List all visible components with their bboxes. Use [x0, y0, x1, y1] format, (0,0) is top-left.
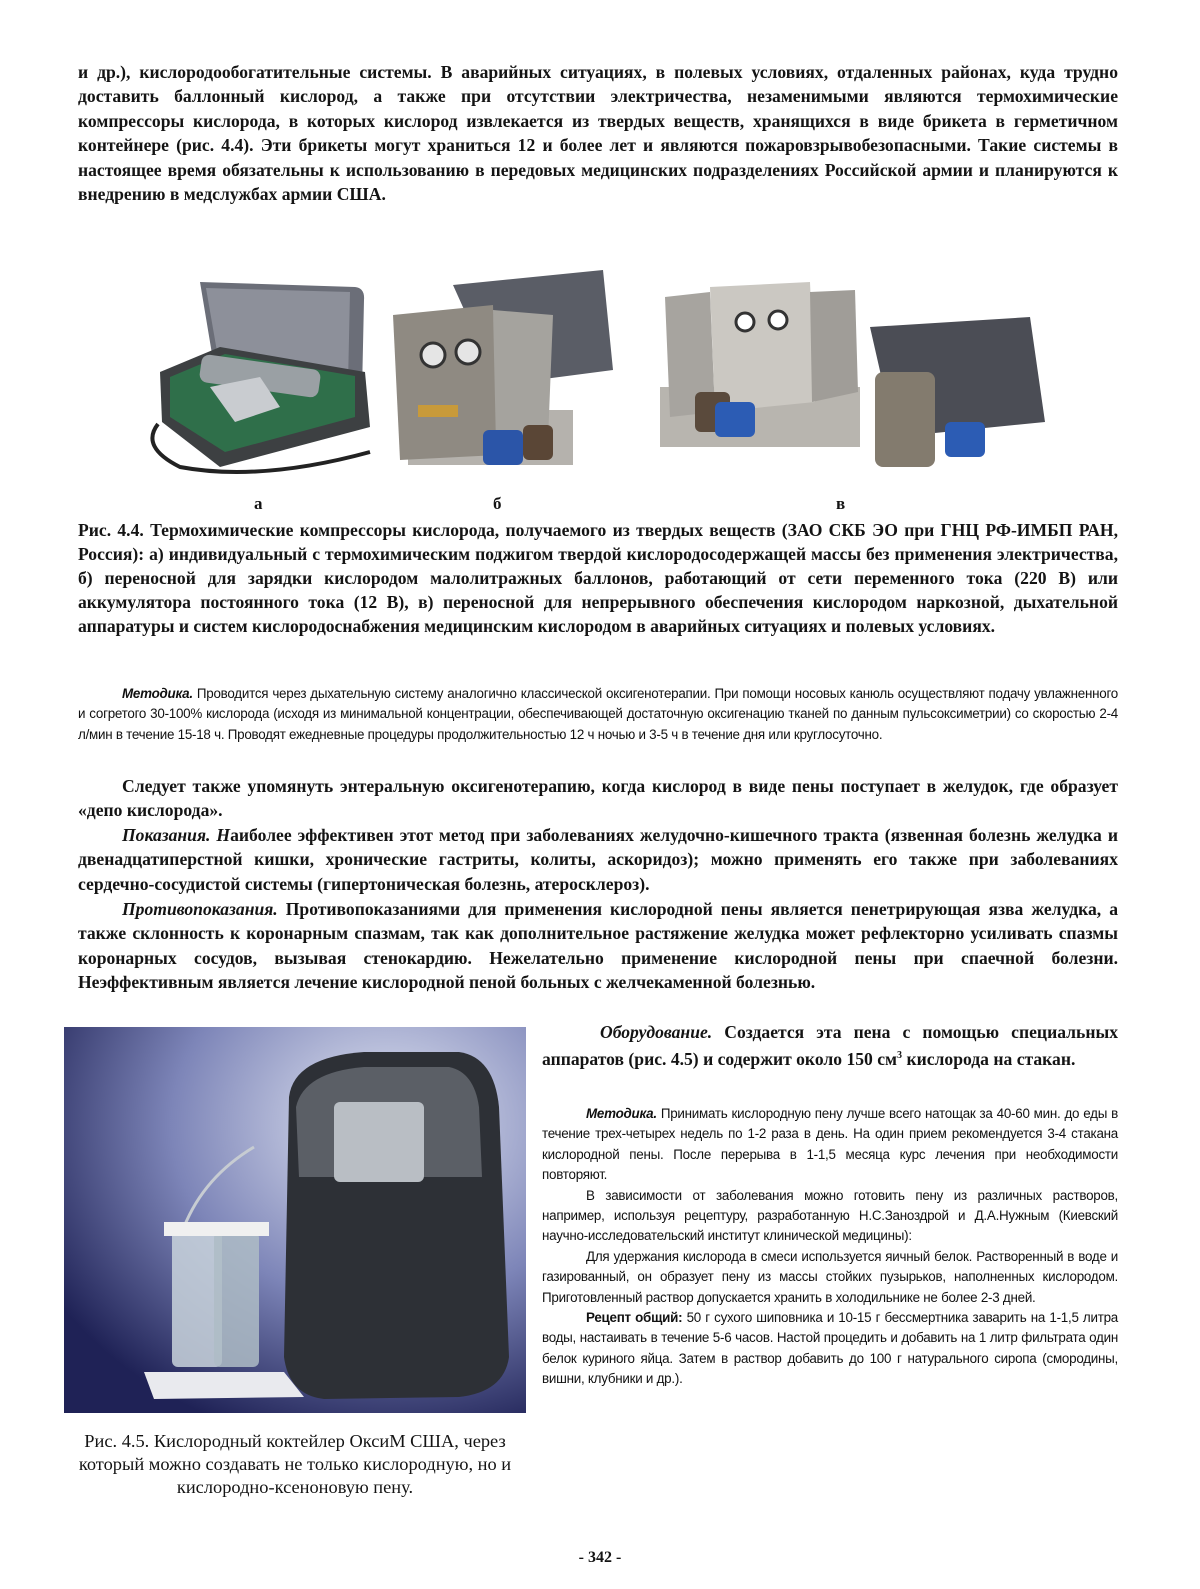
figure-label-v: в [836, 494, 846, 513]
method-1-label: Методика. [122, 686, 193, 701]
equipment-text-a: Создается эта пена с помощью специальных аппаратов (рис. 4.5) и содержит около 150 см [542, 1022, 1118, 1070]
figure-4-5-caption: Рис. 4.5. Кислородный коктейлер ОксиМ США, через который можно создавать не только кислородную, но и кислородно-ксеноновую пену. [78, 1431, 512, 1497]
equipment-text-b: кислорода на стакан. [902, 1049, 1076, 1070]
method-2-paragraph [542, 1104, 1118, 1186]
contraindications-label: Противопоказания. [122, 899, 278, 919]
method-2-text: Принимать кислородную пену лучше всего натощак за 40-60 мин. до еды в течение трех-четырех недель по 1-2 раза в день. На один прием рекомендуется 3-4 стакана кислородной пены. После перерыва в 1-1,5 месяца курс лечения при необходимости повторяют. [542, 1106, 1118, 1183]
figure-label-a: а [254, 494, 263, 513]
equipment-paragraph [542, 1020, 1118, 1072]
indications-paragraph [78, 823, 1118, 896]
method-2-label: Методика. [586, 1106, 657, 1121]
enteral-after: , когда кислород в виде пены поступает в желудок, где образует «депо кислорода». [78, 776, 1119, 821]
enteral-paragraph [78, 774, 1118, 823]
method-2-egg-white: Для удержания кислорода в смеси используется яичный белок. Растворенный в воде и газированный, он образует пену из массы стойких пузырьков, наполненных кислородом. Приготовленный раствор допускается хранить в холодильнике не более 2-3 дней. [542, 1248, 1118, 1305]
page-number: - 342 - [578, 1549, 622, 1566]
enteral-before: Следует также упомянуть [122, 776, 341, 796]
method-1-paragraph [78, 684, 1118, 745]
equipment-label: Оборудование. [600, 1022, 713, 1042]
intro-paragraph: и др.), кислородообогатительные системы. В аварийных ситуациях, в полевых условиях, отдаленных районах, куда трудно доставить баллонный кислород, а также при отсутствии электричества, незаменимыми являются термохимические компрессоры кислорода, в которых кислород извлекается из твердых веществ, хранящихся в виде брикета в герметичном контейнере (рис. 4.4). Эти брикеты могут храниться 12 и более лет и являются пожаровзрывобезопасными. Такие системы в настоящее время обязательны к использованию в передовых медицинских подразделениях Российской армии и планируются к внедрению в медслужбах армии США. [78, 62, 1118, 205]
figure-4-4-caption: Рис. 4.4. Термохимические компрессоры кислорода, получаемого из твердых веществ (ЗАО СКБ ЭО при ГНЦ РФ-ИМБП РАН, Россия): а) индивидуальный с термохимическим поджигом твердой кислородосодержащей массы без применения электричества, б) переносной для зарядки кислородом малолитражных баллонов, работающий от сети переменного тока (220 В) или аккумулятора постоянного тока (12 В), в) переносной для непрерывного обеспечения кислородом наркозной, дыхательной аппаратуры и систем кислородоснабжения медицинским кислородом в аварийных ситуациях и полевых условиях. [78, 520, 1118, 636]
contraindications-paragraph [78, 897, 1118, 995]
figure-4-5-photo [64, 1027, 526, 1413]
method-2-block [542, 1104, 1118, 1390]
figure-4-4c-photo [660, 262, 1055, 484]
recipe-text: 50 г сухого шиповника и 10-15 г бессмертника заварить на 1-1,5 литра воды, настаивать в течение 5-6 часов. Настой процедить и добавить на 1 литр фильтрата один белок куриного яйца. Затем в раствор добавить до 100 г натурального сиропа (смородины, вишни, клубники и др.). [542, 1310, 1118, 1387]
method-2-recipe [542, 1308, 1118, 1390]
recipe-label: Рецепт общий: [586, 1310, 683, 1326]
indications-label: Показания. Н [122, 825, 231, 845]
contraindications-text: Противопоказаниями для применения кислородной пены является пенетрирующая язва желудка, а также склонность к коронарным спазмам, так как дополнительное растяжение желудка может рефлекторно усиливать спазмы коронарных сосудов, вызывая стенокардию. Нежелательно применение кислородной пены при спаечной болезни. Неэффективным является лечение кислородной пеной больных с желчекаменной болезнью. [78, 899, 1118, 993]
cubic-superscript: 3 [897, 1050, 903, 1062]
indications-text: аиболее эффективен этот метод при заболеваниях желудочно-кишечного тракта (язвенная болезнь желудка и двенадцатиперстной кишки, хронические гастриты, колиты, аскоридоз); можно применять его также при заболеваниях сердечно-сосудистой системы (гипертоническая болезнь, атеросклероз). [78, 825, 1118, 894]
enteral-term: энтеральную оксигенотерапию [340, 776, 591, 796]
method-1-text: Проводится через дыхательную систему аналогично классической оксигенотерапии. При помощи носовых канюль осуществляют подачу увлажненного и согретого 30-100% кислорода (исходя из минимальной концентрации, обеспечивающей достаточную оксигенацию тканей по данным пульсоксиметрии) со скоростью 2-4 л/мин в течение 15-18 ч. Проводят ежедневные процедуры продолжительностью 12 ч ночью и 3-5 ч в течение дня или круглосуточно. [78, 686, 1118, 742]
figure-4-4b-photo [388, 260, 618, 485]
figure-label-b: б [493, 494, 502, 513]
method-2-recipe-source: В зависимости от заболевания можно готовить пену из различных растворов, например, используя рецептуру, разработанную Н.С.Заноздрой и Д.А.Нужным (Киевский научно-исследовательский институт клинической медицины): [542, 1187, 1118, 1244]
figure-4-4a-photo [140, 252, 375, 487]
